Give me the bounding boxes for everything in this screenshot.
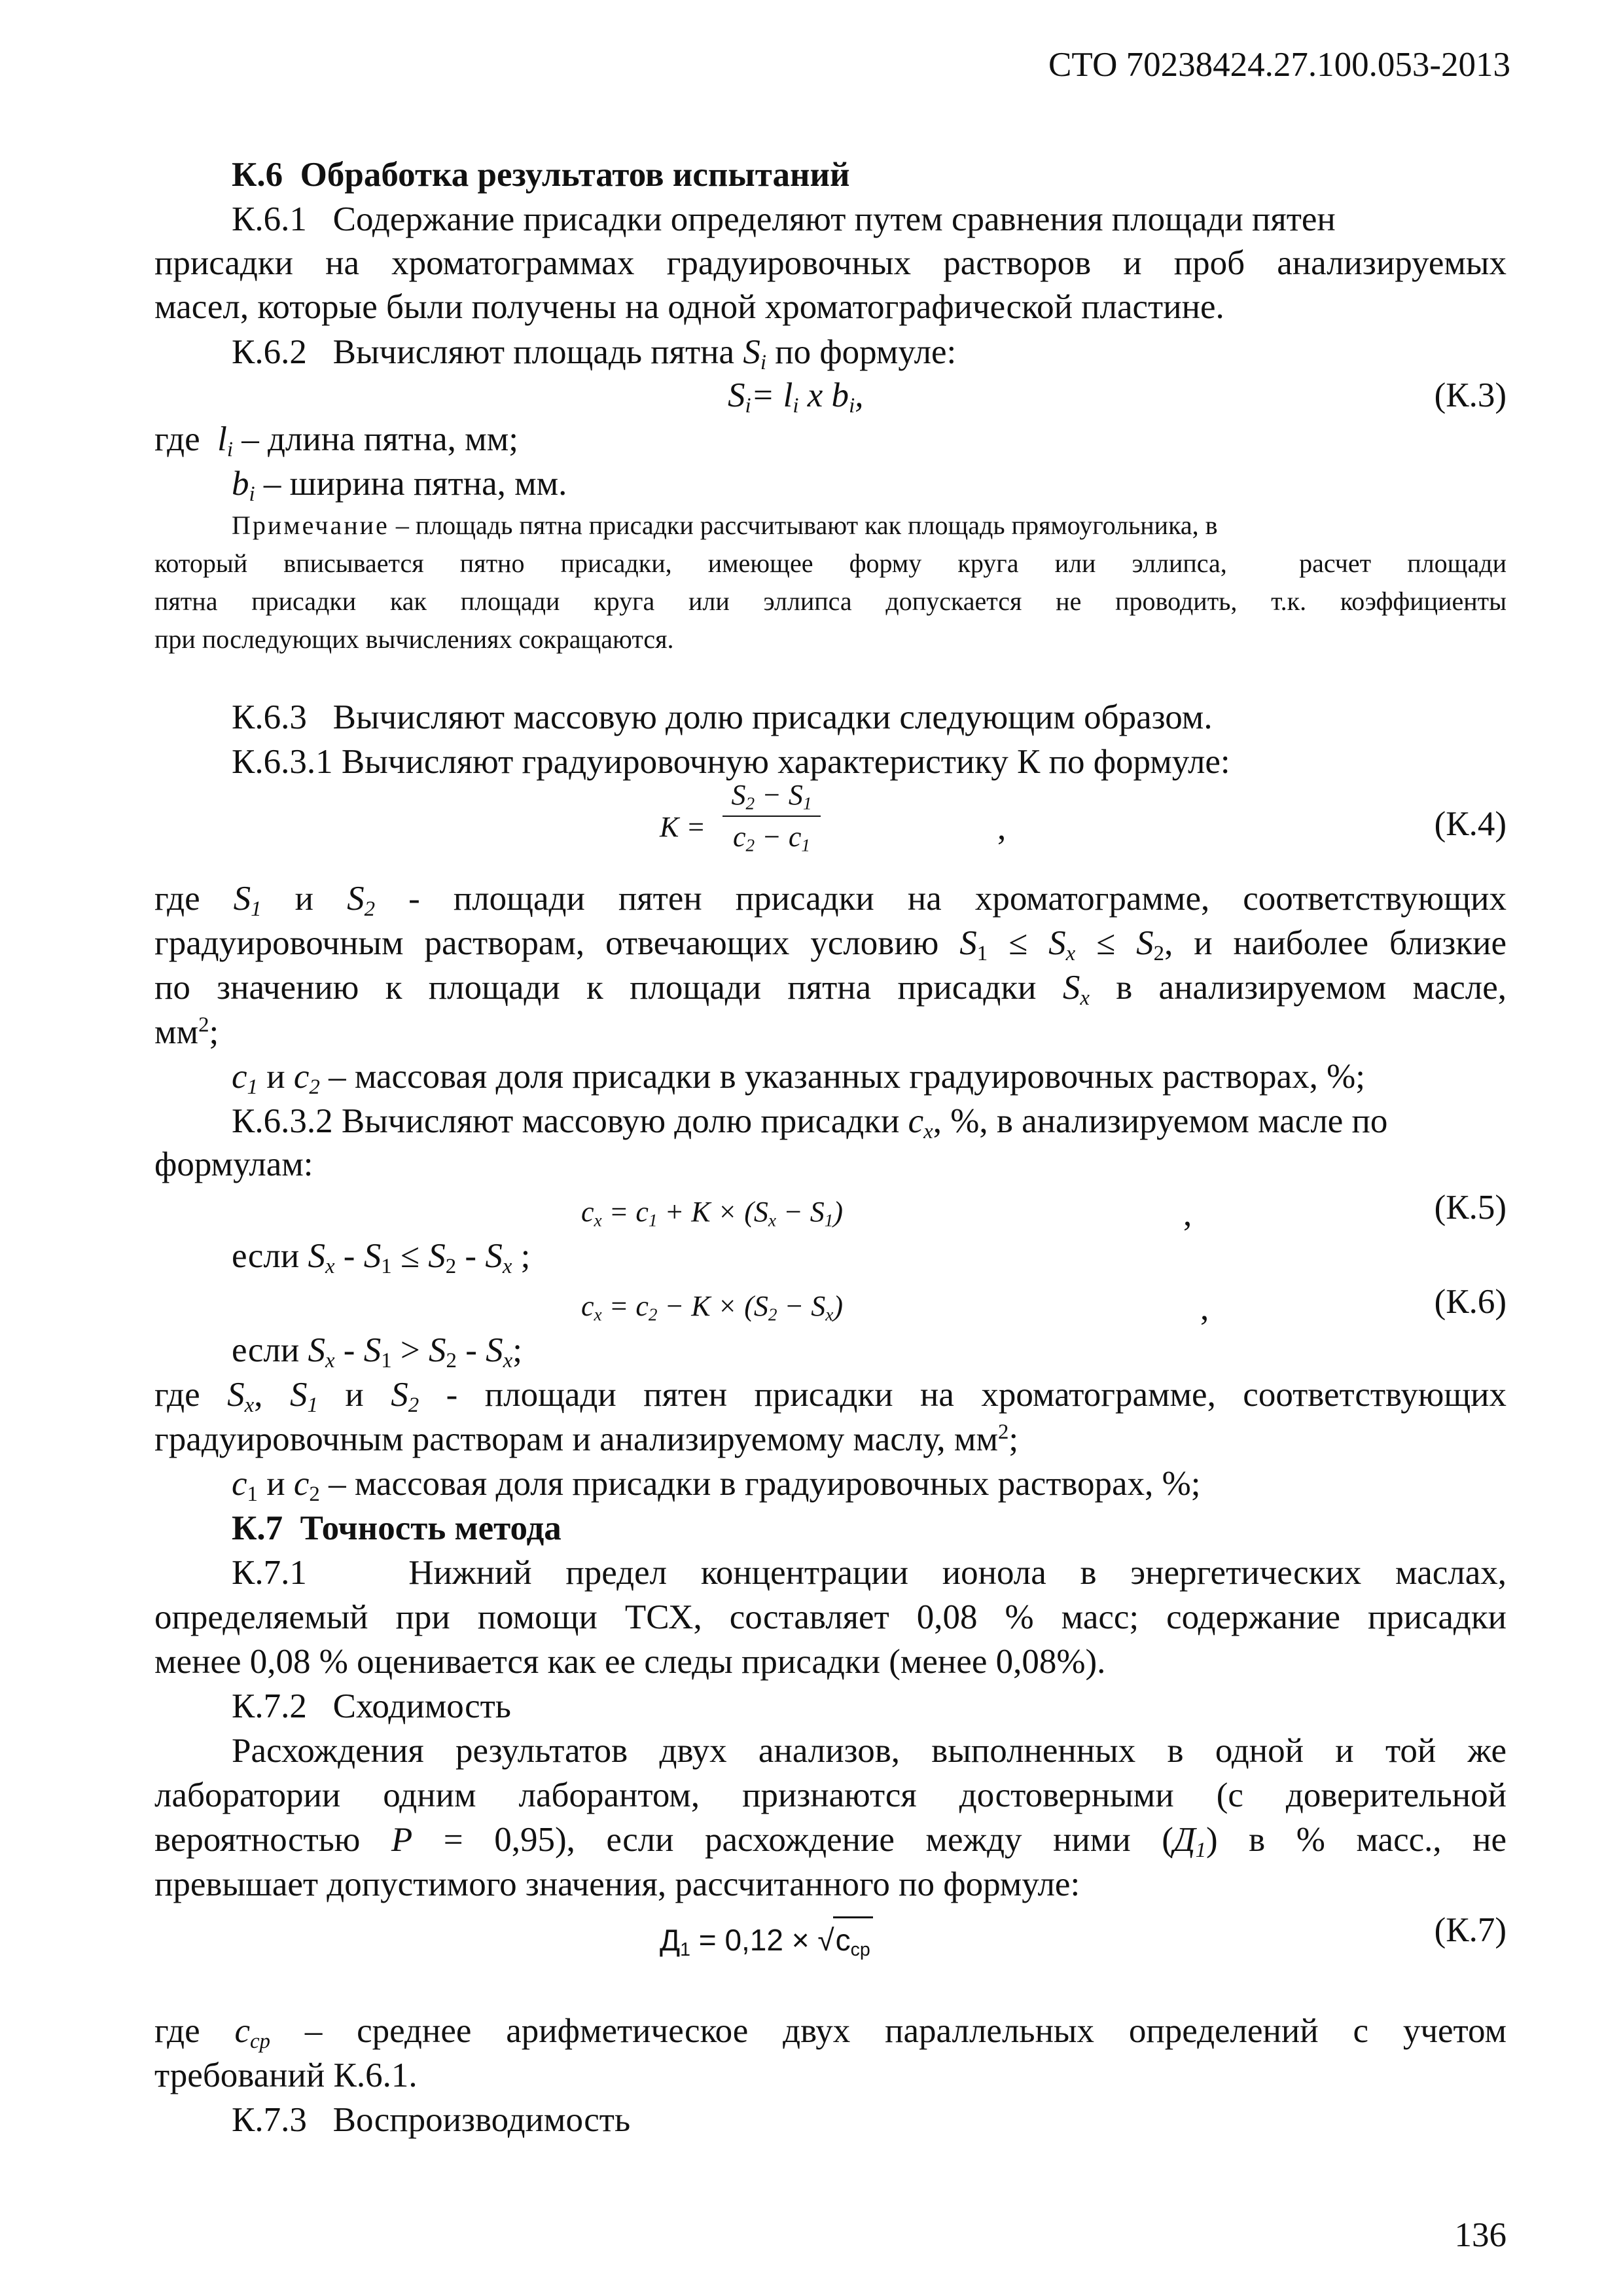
formula-k7-number: (К.7)	[1434, 1911, 1507, 1949]
k63-line: К.6.3 Вычисляют массовую долю присадки следующим образом.	[232, 698, 1213, 736]
note-line-3: пятна присадки как площади круга или эллипса допускается не проводить, т.к. коэффициенты	[154, 586, 1507, 616]
page-number: 136	[1454, 2216, 1507, 2254]
c-definition: $c_1$ и $c_2$ – массовая доля присадки в указанных градуировочных растворах, %;	[232, 1058, 1365, 1100]
formula-k6-comma: ,	[1200, 1289, 1209, 1327]
k72-body-line-1: Расхождения результатов двух анализов, выполненных в одной и той же	[232, 1732, 1507, 1770]
k71-line-2: определяемый при помощи ТСХ, составляет 0,08 % масс; содержание присадки	[154, 1598, 1507, 1636]
k632-line-2: формулам:	[154, 1145, 313, 1183]
formula-k5-number: (К.5)	[1434, 1189, 1507, 1227]
condition-k5: если $S_x - S_1 \le S_2 - S_x$ ;	[232, 1237, 531, 1279]
k62-line: К.6.2 Вычисляют площадь пятна $S_i$ по формуле:	[232, 333, 957, 375]
bi-definition: $b_i$ – ширина пятна, мм.	[232, 465, 567, 507]
formula-k3: $S_i= l_i$ x $b_i$,	[728, 376, 864, 418]
formula-k3-number: (К.3)	[1434, 376, 1507, 414]
k72-body-line-3: вероятностью P = 0,95), если расхождение между ними $(Д_1)$ в % масс., не	[154, 1821, 1507, 1863]
formula-k5-comma: ,	[1183, 1195, 1192, 1233]
note-line-1: Примечание – площадь пятна присадки рассчитывают как площадь прямоугольника, в	[232, 511, 1218, 540]
formula-k5: $c_x = c_1 + K \times (S_x - S_1)$	[581, 1196, 844, 1230]
k61-line-2: присадки на хроматограммах градуировочных растворов и проб анализируемых	[154, 244, 1507, 282]
k631-line: К.6.3.1 Вычисляют градуировочную характеристику К по формуле:	[232, 743, 1230, 781]
k71-line-3: менее 0,08 % оценивается как ее следы присадки (менее 0,08%).	[154, 1643, 1106, 1681]
formula-k7: $Д_1 = 0,12 \times √c_{ср}$	[660, 1916, 873, 1962]
formula-k4-fraction: $S_2 - S_1$ $c_2 - c_1$	[716, 779, 827, 853]
k4-where-line-3: по значению к площади к площади пятна присадки $S_x$ в анализируемом масле,	[154, 969, 1507, 1011]
ccp-definition-line-2: требований К.6.1.	[154, 2056, 418, 2094]
k61-line-1: К.6.1 Содержание присадки определяют путем сравнения площади пятен	[232, 200, 1336, 238]
c-definition-2: $c_1$ и $c_2$ – массовая доля присадки в градуировочных растворах, %;	[232, 1465, 1201, 1507]
formula-k6: $c_x = c_2 - K \times (S_2 - S_x)$	[581, 1290, 844, 1325]
section-k6-title: К.6 Обработка результатов испытаний	[232, 156, 850, 194]
formula-k6-number: (К.6)	[1434, 1283, 1507, 1321]
formula-k4-comma: ,	[997, 809, 1007, 847]
k71-line-1: К.7.1 Нижний предел концентрации ионола в энергетических маслах,	[232, 1554, 1507, 1592]
k4-where-line-1: где $S_1$ и $S_2$ - площади пятен присадки на хроматограмме, соответствующих	[154, 880, 1507, 922]
k4-where-line-4: $мм^2$;	[154, 1013, 219, 1051]
note-line-2: который вписывается пятно присадки, имеющее форму круга или эллипса, расчет площади	[154, 548, 1507, 578]
k73-line: К.7.3 Воспроизводимость	[232, 2101, 631, 2139]
k56-where-line-2: градуировочным растворам и анализируемому маслу, $мм^2$;	[154, 1420, 1019, 1458]
k72-body-line-4: превышает допустимого значения, рассчитанного по формуле:	[154, 1865, 1080, 1903]
k4-where-line-2: градуировочным растворам, отвечающих условию $S_1 \le S_x \le S_2$, и наиболее близкие	[154, 924, 1507, 966]
condition-k6: если $S_x - S_1 > S_2 - S_x$;	[232, 1331, 522, 1373]
note-line-4: при последующих вычислениях сокращаются.	[154, 624, 674, 654]
k61-line-3: масел, которые были получены на одной хроматографической пластине.	[154, 288, 1224, 326]
ccp-definition-line-1: где $c_{ср}$ – среднее арифметическое двух параллельных определений с учетом	[154, 2012, 1507, 2054]
k56-where-line-1: где $S_x$, $S_1$ и $S_2$ - площади пятен присадки на хроматограмме, соответствующих	[154, 1376, 1507, 1418]
k72-body-line-2: лаборатории одним лаборантом, признаются достоверными (с доверительной	[154, 1776, 1507, 1814]
k632-line-1: К.6.3.2 Вычисляют массовую долю присадки $c_x$, %, в анализируемом масле по	[232, 1102, 1388, 1144]
formula-k4-number: (К.4)	[1434, 805, 1507, 843]
formula-k4-lhs: K =	[660, 811, 706, 843]
document-code: СТО 70238424.27.100.053-2013	[1048, 46, 1510, 84]
section-k7-title: К.7 Точность метода	[232, 1509, 562, 1547]
k72-line: К.7.2 Сходимость	[232, 1687, 511, 1725]
li-definition: где $l_i$ – длина пятна, мм;	[154, 420, 518, 462]
